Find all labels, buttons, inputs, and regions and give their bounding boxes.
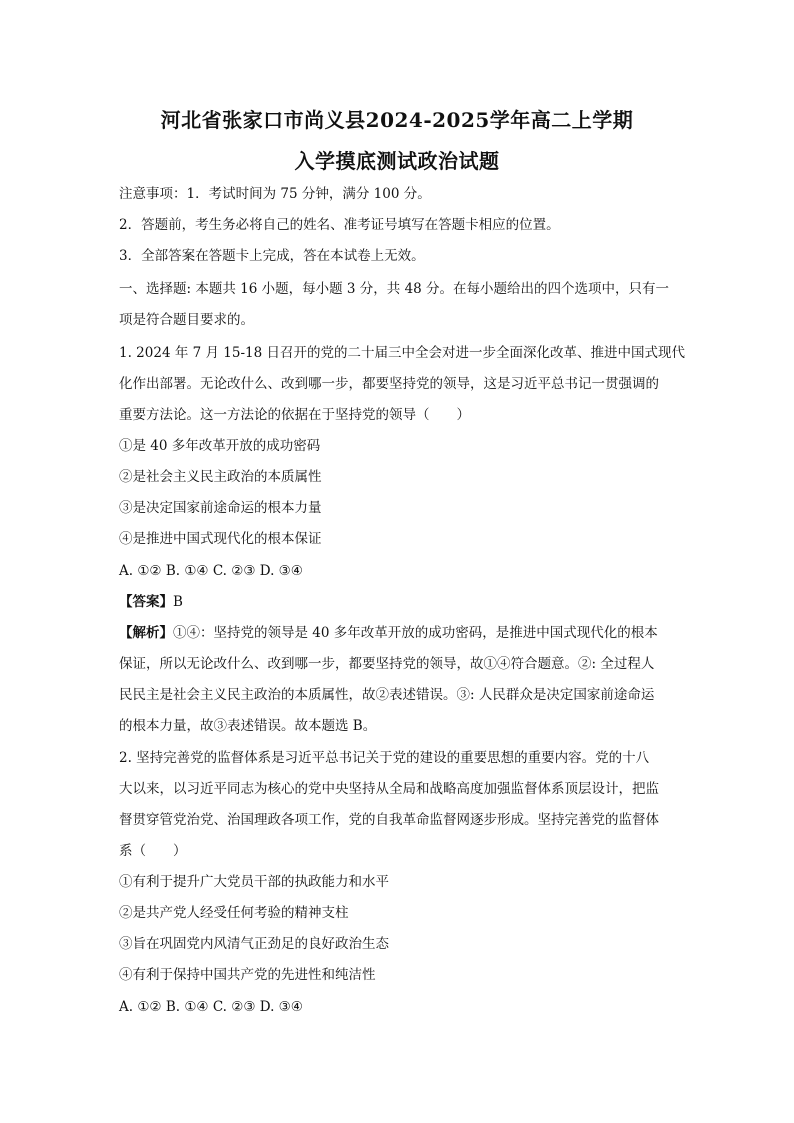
notice-item-2: 2．答题前，考生务必将自己的姓名、准考证号填写在答题卡相应的位置。: [119, 217, 560, 233]
q1-stem-line-2: 化作出部署。无论改什么、改到哪一步，都要坚持党的领导，这是习近平总书记一贯强调的: [119, 376, 659, 392]
q1-answer: [119, 592, 679, 612]
q1-option-4: ④是推进中国式现代化的根本保证: [119, 531, 322, 547]
q1-analysis-line-3: 民民主是社会主义民主政治的本质属性，故②表述错误。③: 人民群众是决定国家前途命运: [119, 687, 655, 703]
q2-stem-line-2: 大以来，以习近平同志为核心的党中央坚持从全局和战略高度加强监督体系顶层设计，把监: [119, 781, 659, 797]
q1-analysis-line-4: 的根本力量，故③表述错误。故本题选 B。: [119, 718, 377, 734]
q1-analysis-line-1: [119, 623, 679, 643]
section-intro-line-1: 一、选择题: 本题共 16 小题，每小题 3 分，共 48 分。在每小题给出的四个选项中，只有一: [119, 281, 670, 297]
q1-stem-line-3: 重要方法论。这一方法论的依据在于坚持党的领导（ ）: [119, 407, 470, 423]
answer-value: B: [173, 594, 183, 610]
page-title-line-1: 河北省张家口市尚义县2024-2025学年高二上学期: [160, 108, 634, 132]
q2-option-1: ①有利于提升广大党员干部的执政能力和水平: [119, 874, 389, 890]
q2-option-3: ③旨在巩固党内风清气正劲足的良好政治生态: [119, 936, 389, 952]
q1-option-2: ②是社会主义民主政治的本质属性: [119, 469, 322, 485]
section-intro-line-2: 项是符合题目要求的。: [119, 312, 254, 328]
answer-tag: 【答案】: [119, 594, 173, 610]
q2-option-4: ④有利于保持中国共产党的先进性和纯洁性: [119, 967, 376, 983]
notice-item-1: 注意事项：1．考试时间为 75 分钟，满分 100 分。: [119, 186, 431, 202]
page-title-line-2: 入学摸底测试政治试题: [294, 149, 500, 173]
q2-stem-line-3: 督贯穿管党治党、治国理政各项工作，党的自我革命监督网逐步形成。坚持完善党的监督体: [119, 812, 659, 828]
analysis-text: ①④：坚持党的领导是 40 多年改革开放的成功密码，是推进中国式现代化的根本: [173, 625, 658, 641]
q2-stem-line-4: 系（ ）: [119, 843, 187, 859]
q2-stem-line-1: 2. 坚持完善党的监督体系是习近平总书记关于党的建设的重要思想的重要内容。党的十八: [119, 750, 650, 766]
q2-choices: A. ①② B. ①④ C. ②③ D. ③④: [119, 999, 303, 1015]
q1-analysis-line-2: 保证，所以无论改什么、改到哪一步，都要坚持党的领导，故①④符合题意。②: 全过程人: [119, 656, 655, 672]
q1-option-1: ①是 40 多年改革开放的成功密码: [119, 438, 321, 454]
q1-stem-line-1: 1. 2024 年 7 月 15-18 日召开的党的二十届三中全会对进一步全面深化改革、推进中国式现代: [119, 345, 685, 361]
q1-option-3: ③是决定国家前途命运的根本力量: [119, 500, 322, 516]
notice-item-3: 3．全部答案在答题卡上完成，答在本试卷上无效。: [119, 248, 425, 264]
q2-option-2: ②是共产党人经受任何考验的精神支柱: [119, 905, 349, 921]
q1-choices: A. ①② B. ①④ C. ②③ D. ③④: [119, 563, 303, 579]
analysis-tag: 【解析】: [119, 625, 173, 641]
